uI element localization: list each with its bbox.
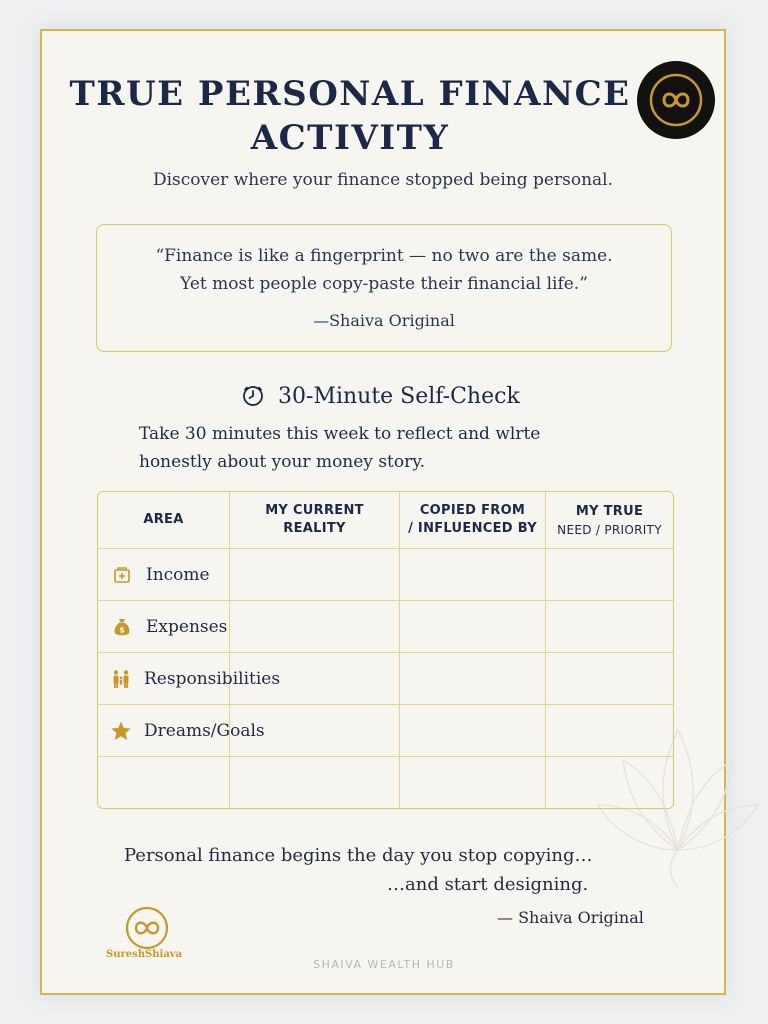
true-need-cell[interactable] [546,705,673,757]
table-row [98,653,673,705]
true-need-cell[interactable] [546,757,673,808]
table-row [98,757,673,808]
quote-line-1: “Finance is like a fingerprint — no two are the same. [155,246,613,266]
quote-line-2: Yet most people copy-paste their financial life.” [180,274,588,294]
true-need-cell[interactable] [546,653,673,705]
area-label-dreams-goals: Dreams/Goals [144,720,265,741]
column-header-copied-from: COPIED FROM / INFLUENCED BY [400,492,546,549]
area-label-responsibilities: Responsibilities [144,668,281,689]
self-check-heading [242,380,520,412]
table-row [98,549,673,601]
self-check-desc-line-1: Take 30 minutes this week to reflect and wlrte [139,424,541,444]
family-icon [110,667,132,691]
clock-icon [242,385,264,407]
self-check-title: 30-Minute Self-Check [278,383,520,409]
closing-line-2: …and start designing. [387,874,589,895]
table-header-row [98,492,673,549]
self-check-description [139,420,639,476]
area-cell [98,601,230,653]
page-subtitle: Discover where your finance stopped being personal. [152,170,614,190]
wallet-icon [110,563,134,587]
current-reality-cell[interactable] [230,601,400,653]
area-cell [98,549,230,601]
current-reality-cell[interactable] [230,757,400,808]
self-check-desc-line-2: honestly about your money story. [139,452,425,472]
infinity-logo-icon [648,72,704,128]
page-title [60,72,640,160]
brand-logo-icon [124,905,170,951]
brand-name: SureshShiava [106,949,183,960]
closing-author: — Shaiva Original [497,908,644,927]
area-cell [98,705,265,757]
column-header-current-reality: MY CURRENT REALITY [230,492,400,549]
area-cell [98,653,281,705]
table-row [98,705,673,757]
current-reality-cell[interactable] [230,549,400,601]
copied-from-cell[interactable] [400,601,546,653]
self-check-table [97,491,674,809]
quote-box [96,224,672,352]
area-cell-empty[interactable] [98,757,230,808]
true-need-cell[interactable] [546,601,673,653]
true-need-cell[interactable] [546,549,673,601]
infinity-logo-badge [637,61,715,139]
footer-brand: SHAIVA WEALTH HUB [313,958,455,971]
title-line-1: TRUE PERSONAL FINANCE [69,74,631,114]
table-row [98,601,673,653]
area-label-income: Income [146,564,210,585]
star-icon [110,719,132,743]
area-label-expenses: Expenses [146,616,228,637]
copied-from-cell[interactable] [400,757,546,808]
quote-author: —Shaiva Original [313,311,455,330]
money-bag-icon [110,615,134,639]
column-header-area: AREA [98,492,230,549]
title-line-2: ACTIVITY [250,118,450,158]
copied-from-cell[interactable] [400,549,546,601]
copied-from-cell[interactable] [400,653,546,705]
svg-text:$: $ [119,625,125,634]
closing-line-1: Personal finance begins the day you stop copying… [124,845,593,866]
column-header-true-need: MY TRUE NEED / PRIORITY [546,492,673,549]
copied-from-cell[interactable] [400,705,546,757]
